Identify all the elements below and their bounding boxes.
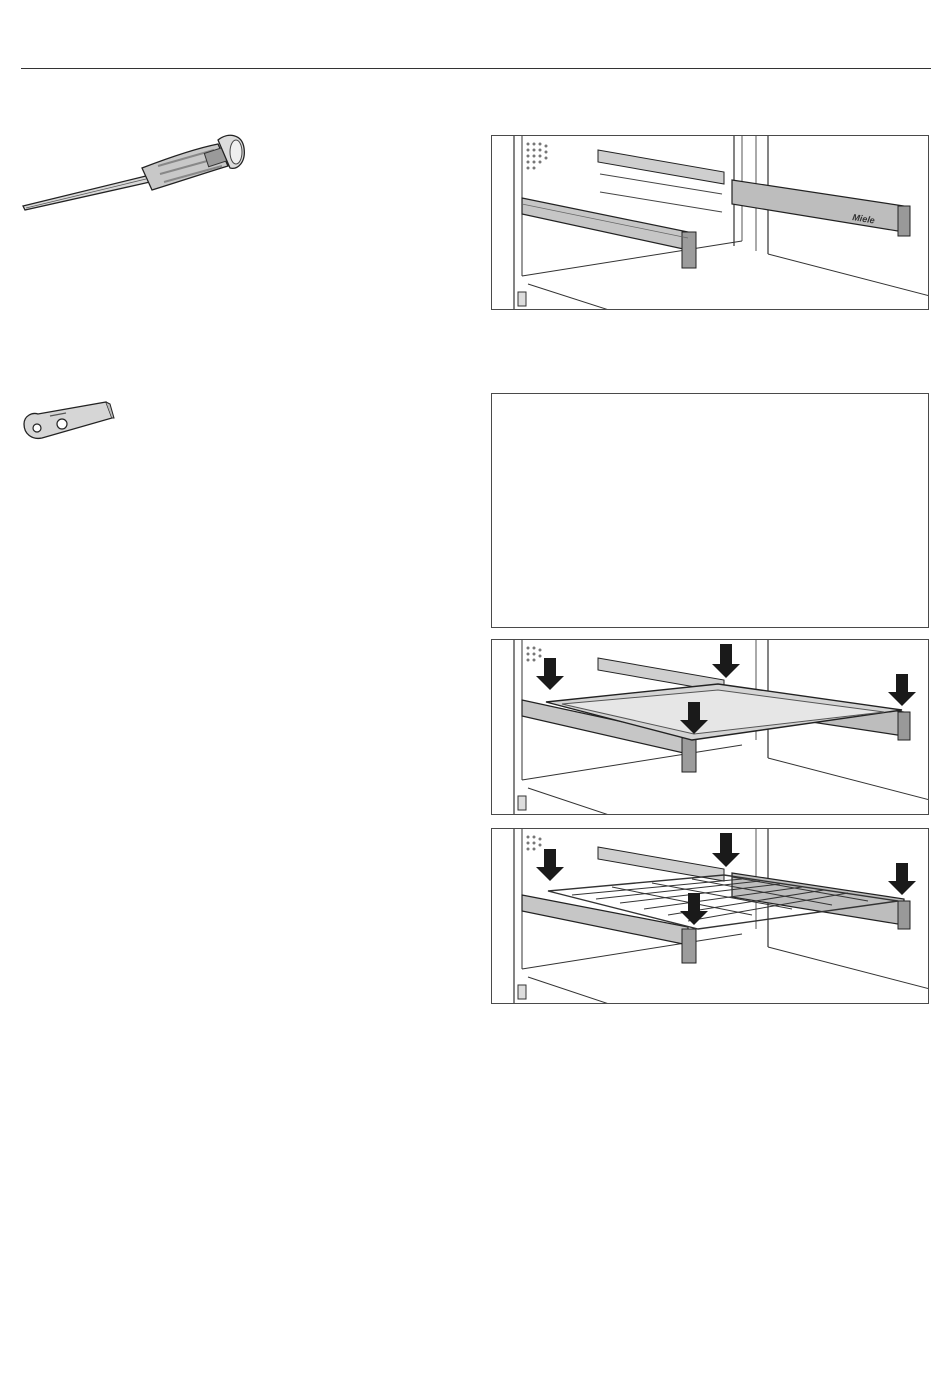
header-rule bbox=[21, 68, 931, 69]
figure-rack-on-runners bbox=[491, 828, 929, 1004]
baking-tray-icon bbox=[492, 640, 929, 815]
oven-runners-icon bbox=[492, 136, 929, 310]
figure-blank bbox=[491, 393, 929, 628]
brand-label: Miele bbox=[851, 212, 876, 226]
screwdriver-icon bbox=[18, 128, 250, 212]
fixing-tool-icon bbox=[20, 398, 116, 444]
figure-tray-on-runners bbox=[491, 639, 929, 815]
figure-runners-fitted bbox=[491, 135, 929, 310]
wire-rack-icon bbox=[492, 829, 929, 1004]
